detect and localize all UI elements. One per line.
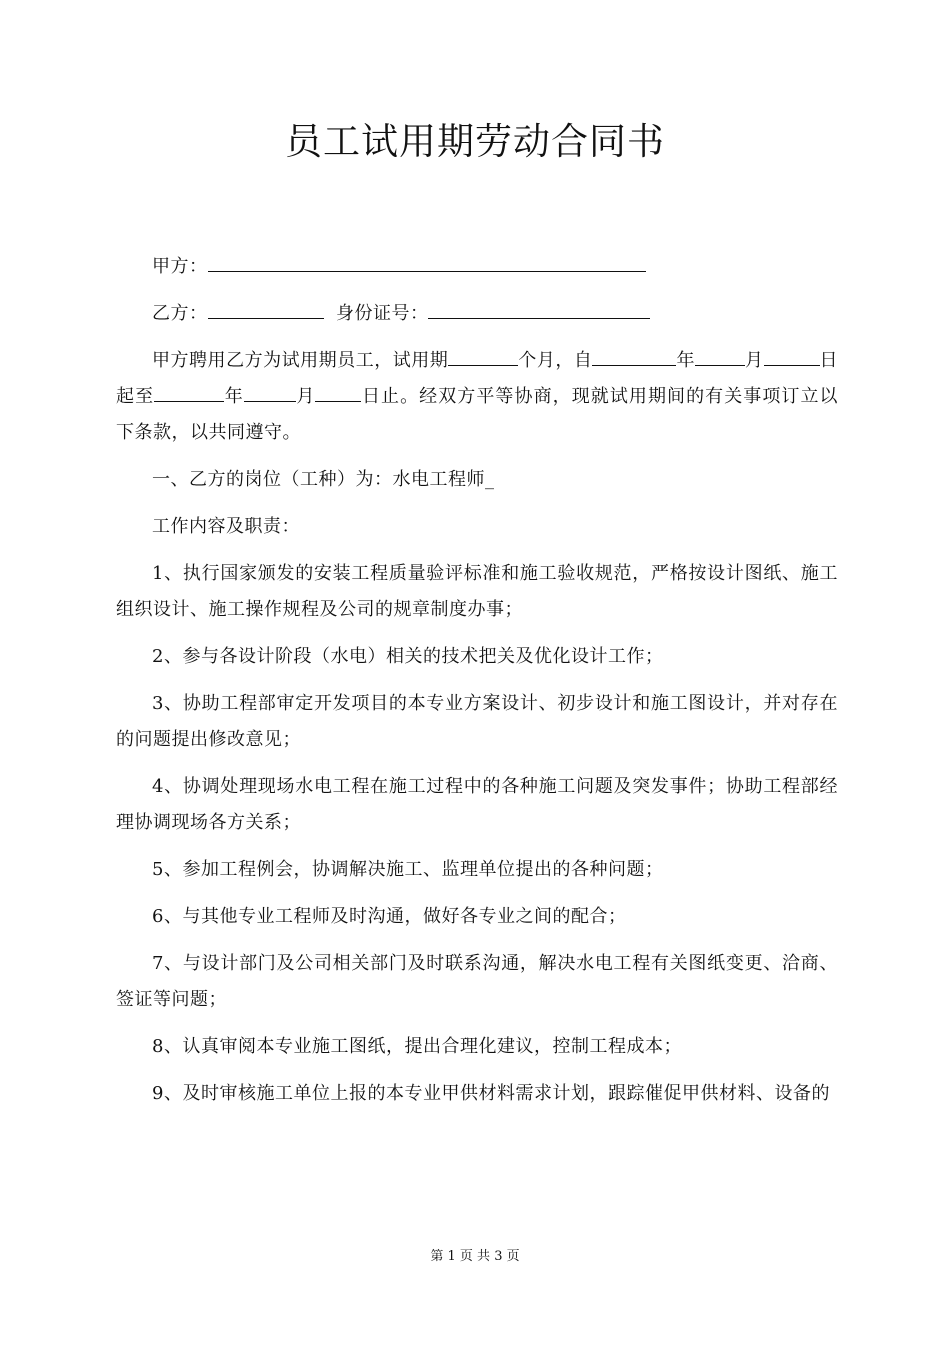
start-year-blank[interactable]	[592, 345, 676, 366]
position-line: 一、乙方的岗位（工种）为：水电工程师_	[152, 469, 495, 490]
duty-item-2: 2、参与各设计阶段（水电）相关的技术把关及优化设计工作；	[152, 646, 664, 667]
party-b-label: 乙方：	[152, 303, 208, 324]
page-footer: 第 1 页 共 3 页	[430, 1249, 520, 1264]
start-day-blank[interactable]	[764, 345, 820, 366]
intro-paragraph	[116, 343, 838, 451]
intro-text-6: 年	[224, 386, 244, 407]
party-a-line	[116, 249, 838, 285]
end-month-blank[interactable]	[244, 381, 296, 402]
intro-text-5: 日起至	[116, 350, 839, 407]
intro-text-7: 月	[295, 386, 316, 407]
party-b-line	[116, 296, 838, 332]
duty-item-4: 4、协调处理现场水电工程在施工过程中的各种施工问题及突发事件；协助工程部经理协调现场各方关系；	[116, 776, 838, 833]
party-a-blank[interactable]	[208, 251, 646, 272]
duty-item-5: 5、参加工程例会，协调解决施工、监理单位提出的各种问题；	[152, 859, 664, 880]
intro-text-4: 月	[744, 350, 764, 371]
party-b-name-blank[interactable]	[208, 298, 324, 319]
probation-months-blank[interactable]	[448, 345, 518, 366]
page-title: 员工试用期劳动合同书	[285, 120, 665, 163]
duty-item-8: 8、认真审阅本专业施工图纸，提出合理化建议，控制工程成本；	[152, 1036, 682, 1057]
end-day-blank[interactable]	[315, 381, 361, 402]
duty-item-6: 6、与其他专业工程师及时沟通，做好各专业之间的配合；	[152, 906, 627, 927]
party-b-id-label: 身份证号：	[335, 303, 429, 324]
party-a-label: 甲方：	[152, 256, 208, 277]
intro-text-2: 个月，自	[518, 350, 593, 371]
duty-item-9: 9、及时审核施工单位上报的本专业甲供材料需求计划，跟踪催促甲供材料、设备的	[152, 1083, 830, 1104]
start-month-blank[interactable]	[695, 345, 745, 366]
contract-body	[116, 249, 838, 1123]
end-year-blank[interactable]	[154, 381, 224, 402]
party-b-id-blank[interactable]	[428, 298, 650, 319]
duties-heading: 工作内容及职责：	[152, 516, 300, 537]
intro-text-1: 甲方聘用乙方为试用期员工，试用期	[152, 350, 449, 371]
duty-item-3: 3、协助工程部审定开发项目的本专业方案设计、初步设计和施工图设计，并对存在的问题提出修改意见；	[116, 693, 838, 750]
duty-item-1: 1、执行国家颁发的安装工程质量验评标准和施工验收规范，严格按设计图纸、施工组织设计、施工操作规程及公司的规章制度办事；	[116, 563, 838, 620]
intro-text-8: 日止。经双方平等协商，现就试用期间的有关事项订立以下条款，以共同遵守。	[116, 386, 839, 443]
intro-text-3: 年	[676, 350, 695, 371]
duty-item-7: 7、与设计部门及公司相关部门及时联系沟通，解决水电工程有关图纸变更、洽商、签证等问题；	[116, 953, 838, 1010]
